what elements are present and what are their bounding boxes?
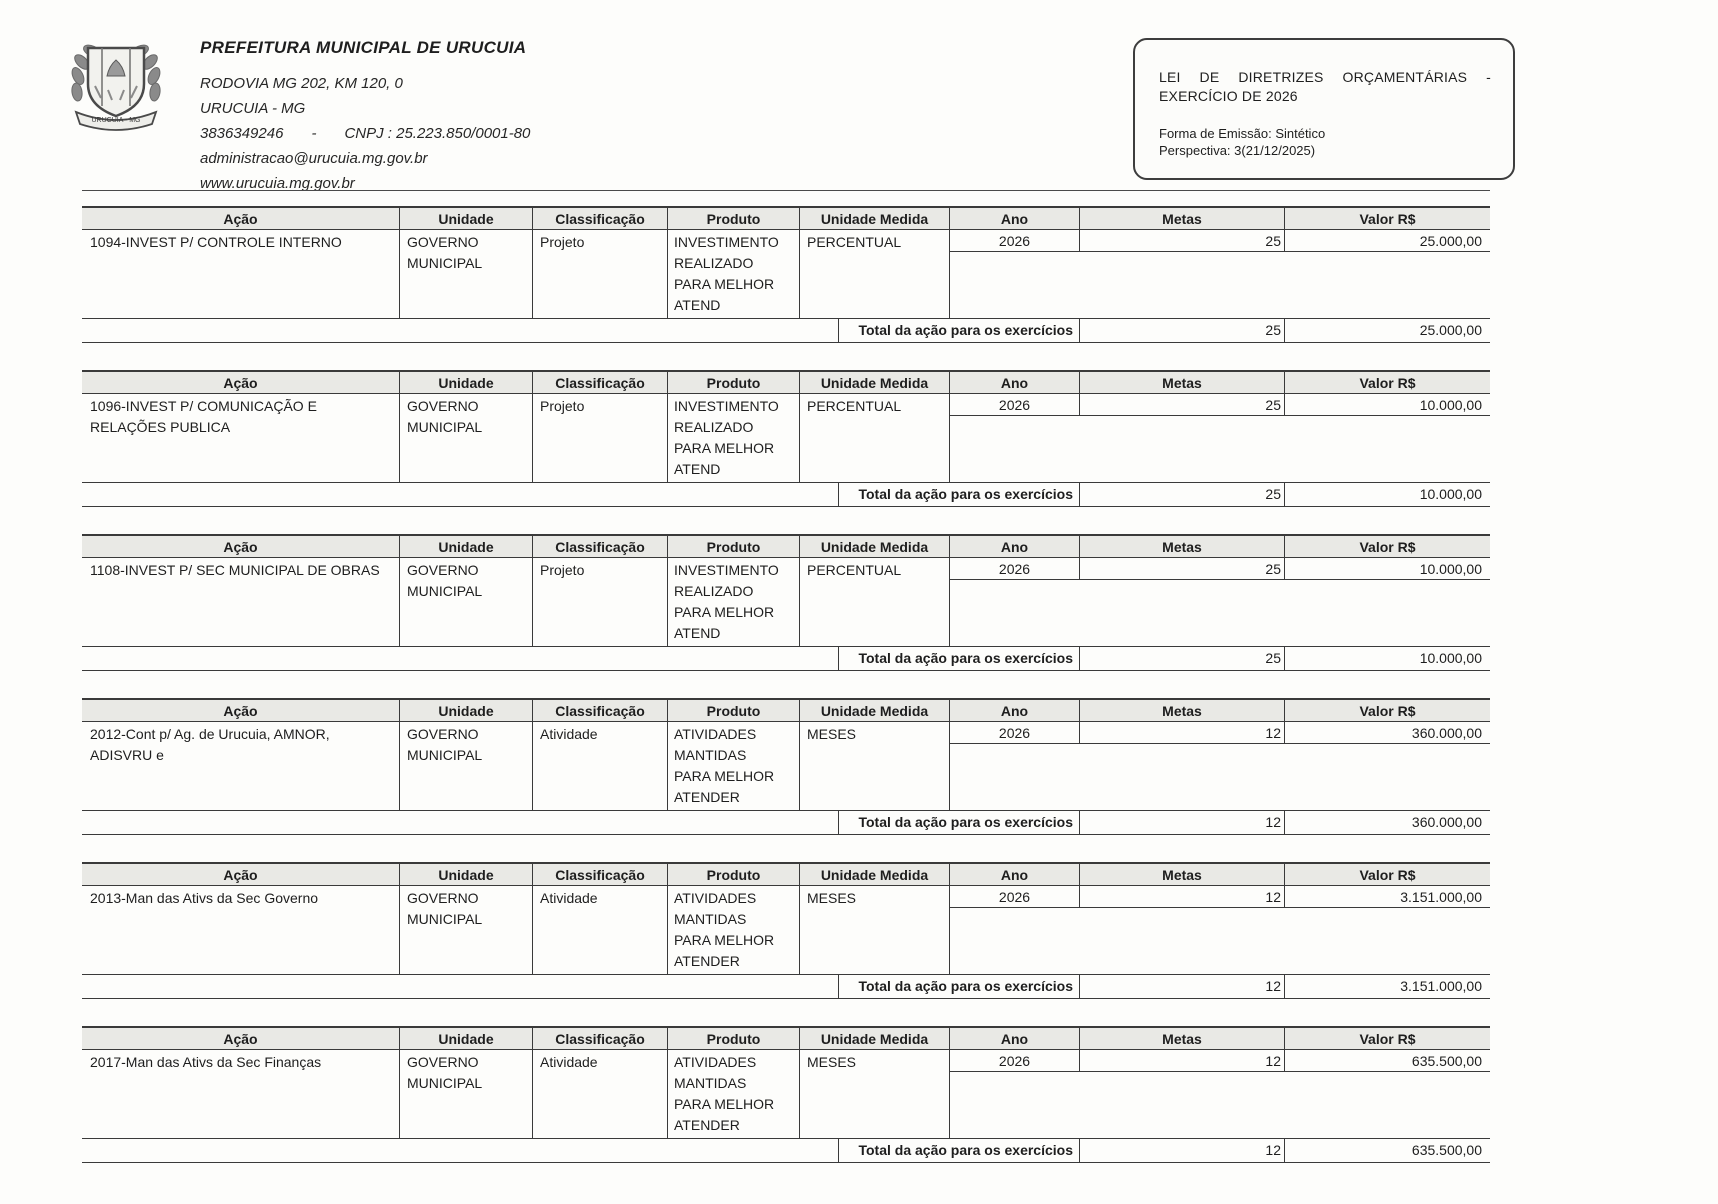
table-data-row bbox=[82, 394, 1490, 483]
action-blocks-container bbox=[82, 206, 1490, 1163]
cell-valor: 25.000,00 bbox=[1419, 233, 1482, 249]
cell-metas: 25 bbox=[1080, 394, 1285, 415]
column-header-metas: Metas bbox=[1080, 208, 1285, 229]
cell-ano: 2026 bbox=[950, 394, 1080, 415]
municipal-coat-of-arms-logo bbox=[64, 38, 168, 134]
cell-unidade: GOVERNO MUNICIPAL bbox=[400, 722, 533, 810]
total-row-label: Total da ação para os exercícios bbox=[838, 1139, 1080, 1162]
cell-classificacao: Projeto bbox=[533, 394, 668, 482]
column-header-ano: Ano bbox=[950, 864, 1080, 885]
report-title: LEI DE DIRETRIZES ORÇAMENTÁRIAS - EXERCÍCIO DE 2026 bbox=[1159, 69, 1491, 104]
action-block bbox=[82, 534, 1490, 671]
table-data-row bbox=[82, 230, 1490, 319]
total-metas: 12 bbox=[1080, 811, 1285, 834]
cell-unidade: GOVERNO MUNICIPAL bbox=[400, 394, 533, 482]
table-header-row bbox=[82, 862, 1490, 886]
cell-valor: 10.000,00 bbox=[1419, 397, 1482, 413]
total-row bbox=[82, 975, 1490, 999]
cell-unidade-medida: MESES bbox=[800, 886, 950, 974]
year-value-line bbox=[950, 230, 1490, 252]
cell-unidade-medida: MESES bbox=[800, 1050, 950, 1138]
cell-acao: 2012-Cont p/ Ag. de Urucuia, AMNOR, ADISVRU e bbox=[82, 722, 400, 810]
total-valor: 10.000,00 bbox=[1419, 650, 1482, 666]
column-header-ano: Ano bbox=[950, 700, 1080, 721]
total-metas: 25 bbox=[1080, 319, 1285, 342]
column-header-unidade-medida: Unidade Medida bbox=[800, 372, 950, 393]
column-header-unidade: Unidade bbox=[400, 208, 533, 229]
year-values-section bbox=[950, 230, 1490, 318]
cell-produto: ATIVIDADES MANTIDAS PARA MELHOR ATENDER bbox=[668, 1050, 800, 1138]
cell-acao: 2017-Man das Ativs da Sec Finanças bbox=[82, 1050, 400, 1138]
cell-unidade: GOVERNO MUNICIPAL bbox=[400, 1050, 533, 1138]
column-header-metas: Metas bbox=[1080, 700, 1285, 721]
column-header-produto: Produto bbox=[668, 864, 800, 885]
action-block bbox=[82, 698, 1490, 835]
cell-metas: 25 bbox=[1080, 230, 1285, 251]
column-header-produto: Produto bbox=[668, 700, 800, 721]
cell-valor: 635.500,00 bbox=[1411, 1053, 1482, 1069]
total-row bbox=[82, 811, 1490, 835]
total-row-spacer bbox=[82, 975, 838, 998]
column-header-ano: Ano bbox=[950, 208, 1080, 229]
org-phone: 3836349246 bbox=[200, 125, 284, 142]
total-row-label: Total da ação para os exercícios bbox=[838, 647, 1080, 670]
column-header-valor: Valor R$ bbox=[1359, 702, 1416, 719]
column-header-produto: Produto bbox=[668, 372, 800, 393]
column-header-acao: Ação bbox=[82, 372, 400, 393]
report-emission-form: Forma de Emissão: Sintético bbox=[1159, 126, 1326, 141]
actions-table bbox=[82, 190, 1490, 1190]
column-header-valor: Valor R$ bbox=[1359, 374, 1416, 391]
column-header-unidade-medida: Unidade Medida bbox=[800, 700, 950, 721]
cell-unidade-medida: MESES bbox=[800, 722, 950, 810]
cell-valor: 3.151.000,00 bbox=[1400, 889, 1482, 905]
cell-metas: 12 bbox=[1080, 886, 1285, 907]
column-header-unidade: Unidade bbox=[400, 1028, 533, 1049]
column-header-metas: Metas bbox=[1080, 536, 1285, 557]
letterhead bbox=[200, 38, 960, 196]
column-header-classificacao: Classificação bbox=[533, 208, 668, 229]
year-value-line bbox=[950, 394, 1490, 416]
total-row bbox=[82, 483, 1490, 507]
action-block bbox=[82, 370, 1490, 507]
column-header-ano: Ano bbox=[950, 372, 1080, 393]
total-row-label: Total da ação para os exercícios bbox=[838, 975, 1080, 998]
org-phone-cnpj-separator: - bbox=[311, 125, 317, 142]
org-cnpj: CNPJ : 25.223.850/0001-80 bbox=[344, 125, 531, 142]
cell-ano: 2026 bbox=[950, 558, 1080, 579]
cell-unidade: GOVERNO MUNICIPAL bbox=[400, 558, 533, 646]
cell-unidade: GOVERNO MUNICIPAL bbox=[400, 886, 533, 974]
total-row-spacer bbox=[82, 1139, 838, 1162]
cell-produto: INVESTIMENTO REALIZADO PARA MELHOR ATEND bbox=[668, 558, 800, 646]
org-address-line2: URUCUIA - MG bbox=[200, 100, 306, 117]
column-header-produto: Produto bbox=[668, 208, 800, 229]
total-row bbox=[82, 1139, 1490, 1163]
cell-classificacao: Atividade bbox=[533, 886, 668, 974]
total-metas: 25 bbox=[1080, 483, 1285, 506]
table-header-row bbox=[82, 1026, 1490, 1050]
column-header-metas: Metas bbox=[1080, 1028, 1285, 1049]
year-values-section bbox=[950, 1050, 1490, 1138]
column-header-unidade-medida: Unidade Medida bbox=[800, 864, 950, 885]
column-header-produto: Produto bbox=[668, 1028, 800, 1049]
cell-metas: 12 bbox=[1080, 1050, 1285, 1071]
cell-classificacao: Atividade bbox=[533, 1050, 668, 1138]
action-block bbox=[82, 1026, 1490, 1163]
action-block bbox=[82, 206, 1490, 343]
total-valor: 360.000,00 bbox=[1411, 814, 1482, 830]
cell-acao: 1096-INVEST P/ COMUNICAÇÃO E RELAÇÕES PUBLICA bbox=[82, 394, 400, 482]
column-header-unidade-medida: Unidade Medida bbox=[800, 1028, 950, 1049]
cell-ano: 2026 bbox=[950, 886, 1080, 907]
year-values-section bbox=[950, 394, 1490, 482]
column-header-classificacao: Classificação bbox=[533, 536, 668, 557]
cell-unidade: GOVERNO MUNICIPAL bbox=[400, 230, 533, 318]
total-valor: 25.000,00 bbox=[1419, 322, 1482, 338]
cell-metas: 25 bbox=[1080, 558, 1285, 579]
cell-produto: ATIVIDADES MANTIDAS PARA MELHOR ATENDER bbox=[668, 886, 800, 974]
year-value-line bbox=[950, 722, 1490, 744]
column-header-unidade-medida: Unidade Medida bbox=[800, 536, 950, 557]
table-data-row bbox=[82, 722, 1490, 811]
column-header-valor: Valor R$ bbox=[1359, 866, 1416, 883]
total-valor: 635.500,00 bbox=[1411, 1142, 1482, 1158]
cell-ano: 2026 bbox=[950, 230, 1080, 251]
logo-ribbon-text: URUCUIA - MG bbox=[91, 117, 141, 124]
column-header-valor: Valor R$ bbox=[1359, 538, 1416, 555]
table-top-separator-line bbox=[82, 190, 1490, 191]
coat-of-arms-icon bbox=[64, 38, 168, 134]
column-header-unidade: Unidade bbox=[400, 700, 533, 721]
total-row-spacer bbox=[82, 647, 838, 670]
column-header-classificacao: Classificação bbox=[533, 372, 668, 393]
total-valor: 3.151.000,00 bbox=[1400, 978, 1482, 994]
total-metas: 25 bbox=[1080, 647, 1285, 670]
year-values-section bbox=[950, 886, 1490, 974]
column-header-metas: Metas bbox=[1080, 864, 1285, 885]
cell-acao: 1094-INVEST P/ CONTROLE INTERNO bbox=[82, 230, 400, 318]
total-row-label: Total da ação para os exercícios bbox=[838, 483, 1080, 506]
report-perspective: Perspectiva: 3(21/12/2025) bbox=[1159, 143, 1316, 158]
year-values-section bbox=[950, 558, 1490, 646]
cell-acao: 2013-Man das Ativs da Sec Governo bbox=[82, 886, 400, 974]
org-website: www.urucuia.mg.gov.br bbox=[200, 175, 355, 192]
column-header-metas: Metas bbox=[1080, 372, 1285, 393]
table-header-row bbox=[82, 206, 1490, 230]
table-data-row bbox=[82, 886, 1490, 975]
org-name: PREFEITURA MUNICIPAL DE URUCUIA bbox=[200, 38, 527, 57]
column-header-classificacao: Classificação bbox=[533, 864, 668, 885]
year-value-line bbox=[950, 886, 1490, 908]
cell-unidade-medida: PERCENTUAL bbox=[800, 230, 950, 318]
column-header-valor: Valor R$ bbox=[1359, 210, 1416, 227]
column-header-ano: Ano bbox=[950, 1028, 1080, 1049]
cell-ano: 2026 bbox=[950, 722, 1080, 743]
column-header-unidade: Unidade bbox=[400, 372, 533, 393]
cell-produto: INVESTIMENTO REALIZADO PARA MELHOR ATEND bbox=[668, 394, 800, 482]
report-info-box bbox=[1133, 38, 1515, 180]
table-data-row bbox=[82, 558, 1490, 647]
column-header-unidade: Unidade bbox=[400, 864, 533, 885]
column-header-unidade-medida: Unidade Medida bbox=[800, 208, 950, 229]
total-metas: 12 bbox=[1080, 975, 1285, 998]
table-header-row bbox=[82, 534, 1490, 558]
year-values-section bbox=[950, 722, 1490, 810]
cell-classificacao: Projeto bbox=[533, 558, 668, 646]
total-metas: 12 bbox=[1080, 1139, 1285, 1162]
column-header-acao: Ação bbox=[82, 1028, 400, 1049]
column-header-acao: Ação bbox=[82, 864, 400, 885]
column-header-classificacao: Classificação bbox=[533, 700, 668, 721]
total-row bbox=[82, 319, 1490, 343]
action-block bbox=[82, 862, 1490, 999]
column-header-acao: Ação bbox=[82, 700, 400, 721]
org-address-line1: RODOVIA MG 202, KM 120, 0 bbox=[200, 75, 403, 92]
table-data-row bbox=[82, 1050, 1490, 1139]
total-row-spacer bbox=[82, 319, 838, 342]
column-header-acao: Ação bbox=[82, 208, 400, 229]
year-value-line bbox=[950, 558, 1490, 580]
table-header-row bbox=[82, 370, 1490, 394]
total-row-spacer bbox=[82, 483, 838, 506]
cell-valor: 360.000,00 bbox=[1411, 725, 1482, 741]
total-valor: 10.000,00 bbox=[1419, 486, 1482, 502]
cell-acao: 1108-INVEST P/ SEC MUNICIPAL DE OBRAS bbox=[82, 558, 400, 646]
year-value-line bbox=[950, 1050, 1490, 1072]
cell-unidade-medida: PERCENTUAL bbox=[800, 394, 950, 482]
cell-produto: ATIVIDADES MANTIDAS PARA MELHOR ATENDER bbox=[668, 722, 800, 810]
cell-classificacao: Atividade bbox=[533, 722, 668, 810]
column-header-acao: Ação bbox=[82, 536, 400, 557]
org-email: administracao@urucuia.mg.gov.br bbox=[200, 150, 428, 167]
total-row-label: Total da ação para os exercícios bbox=[838, 319, 1080, 342]
org-phone-cnpj-row bbox=[200, 121, 960, 146]
column-header-ano: Ano bbox=[950, 536, 1080, 557]
total-row-spacer bbox=[82, 811, 838, 834]
cell-ano: 2026 bbox=[950, 1050, 1080, 1071]
column-header-unidade: Unidade bbox=[400, 536, 533, 557]
cell-metas: 12 bbox=[1080, 722, 1285, 743]
cell-classificacao: Projeto bbox=[533, 230, 668, 318]
cell-produto: INVESTIMENTO REALIZADO PARA MELHOR ATEND bbox=[668, 230, 800, 318]
cell-unidade-medida: PERCENTUAL bbox=[800, 558, 950, 646]
cell-valor: 10.000,00 bbox=[1419, 561, 1482, 577]
column-header-produto: Produto bbox=[668, 536, 800, 557]
total-row bbox=[82, 647, 1490, 671]
total-row-label: Total da ação para os exercícios bbox=[838, 811, 1080, 834]
column-header-valor: Valor R$ bbox=[1359, 1030, 1416, 1047]
column-header-classificacao: Classificação bbox=[533, 1028, 668, 1049]
table-header-row bbox=[82, 698, 1490, 722]
